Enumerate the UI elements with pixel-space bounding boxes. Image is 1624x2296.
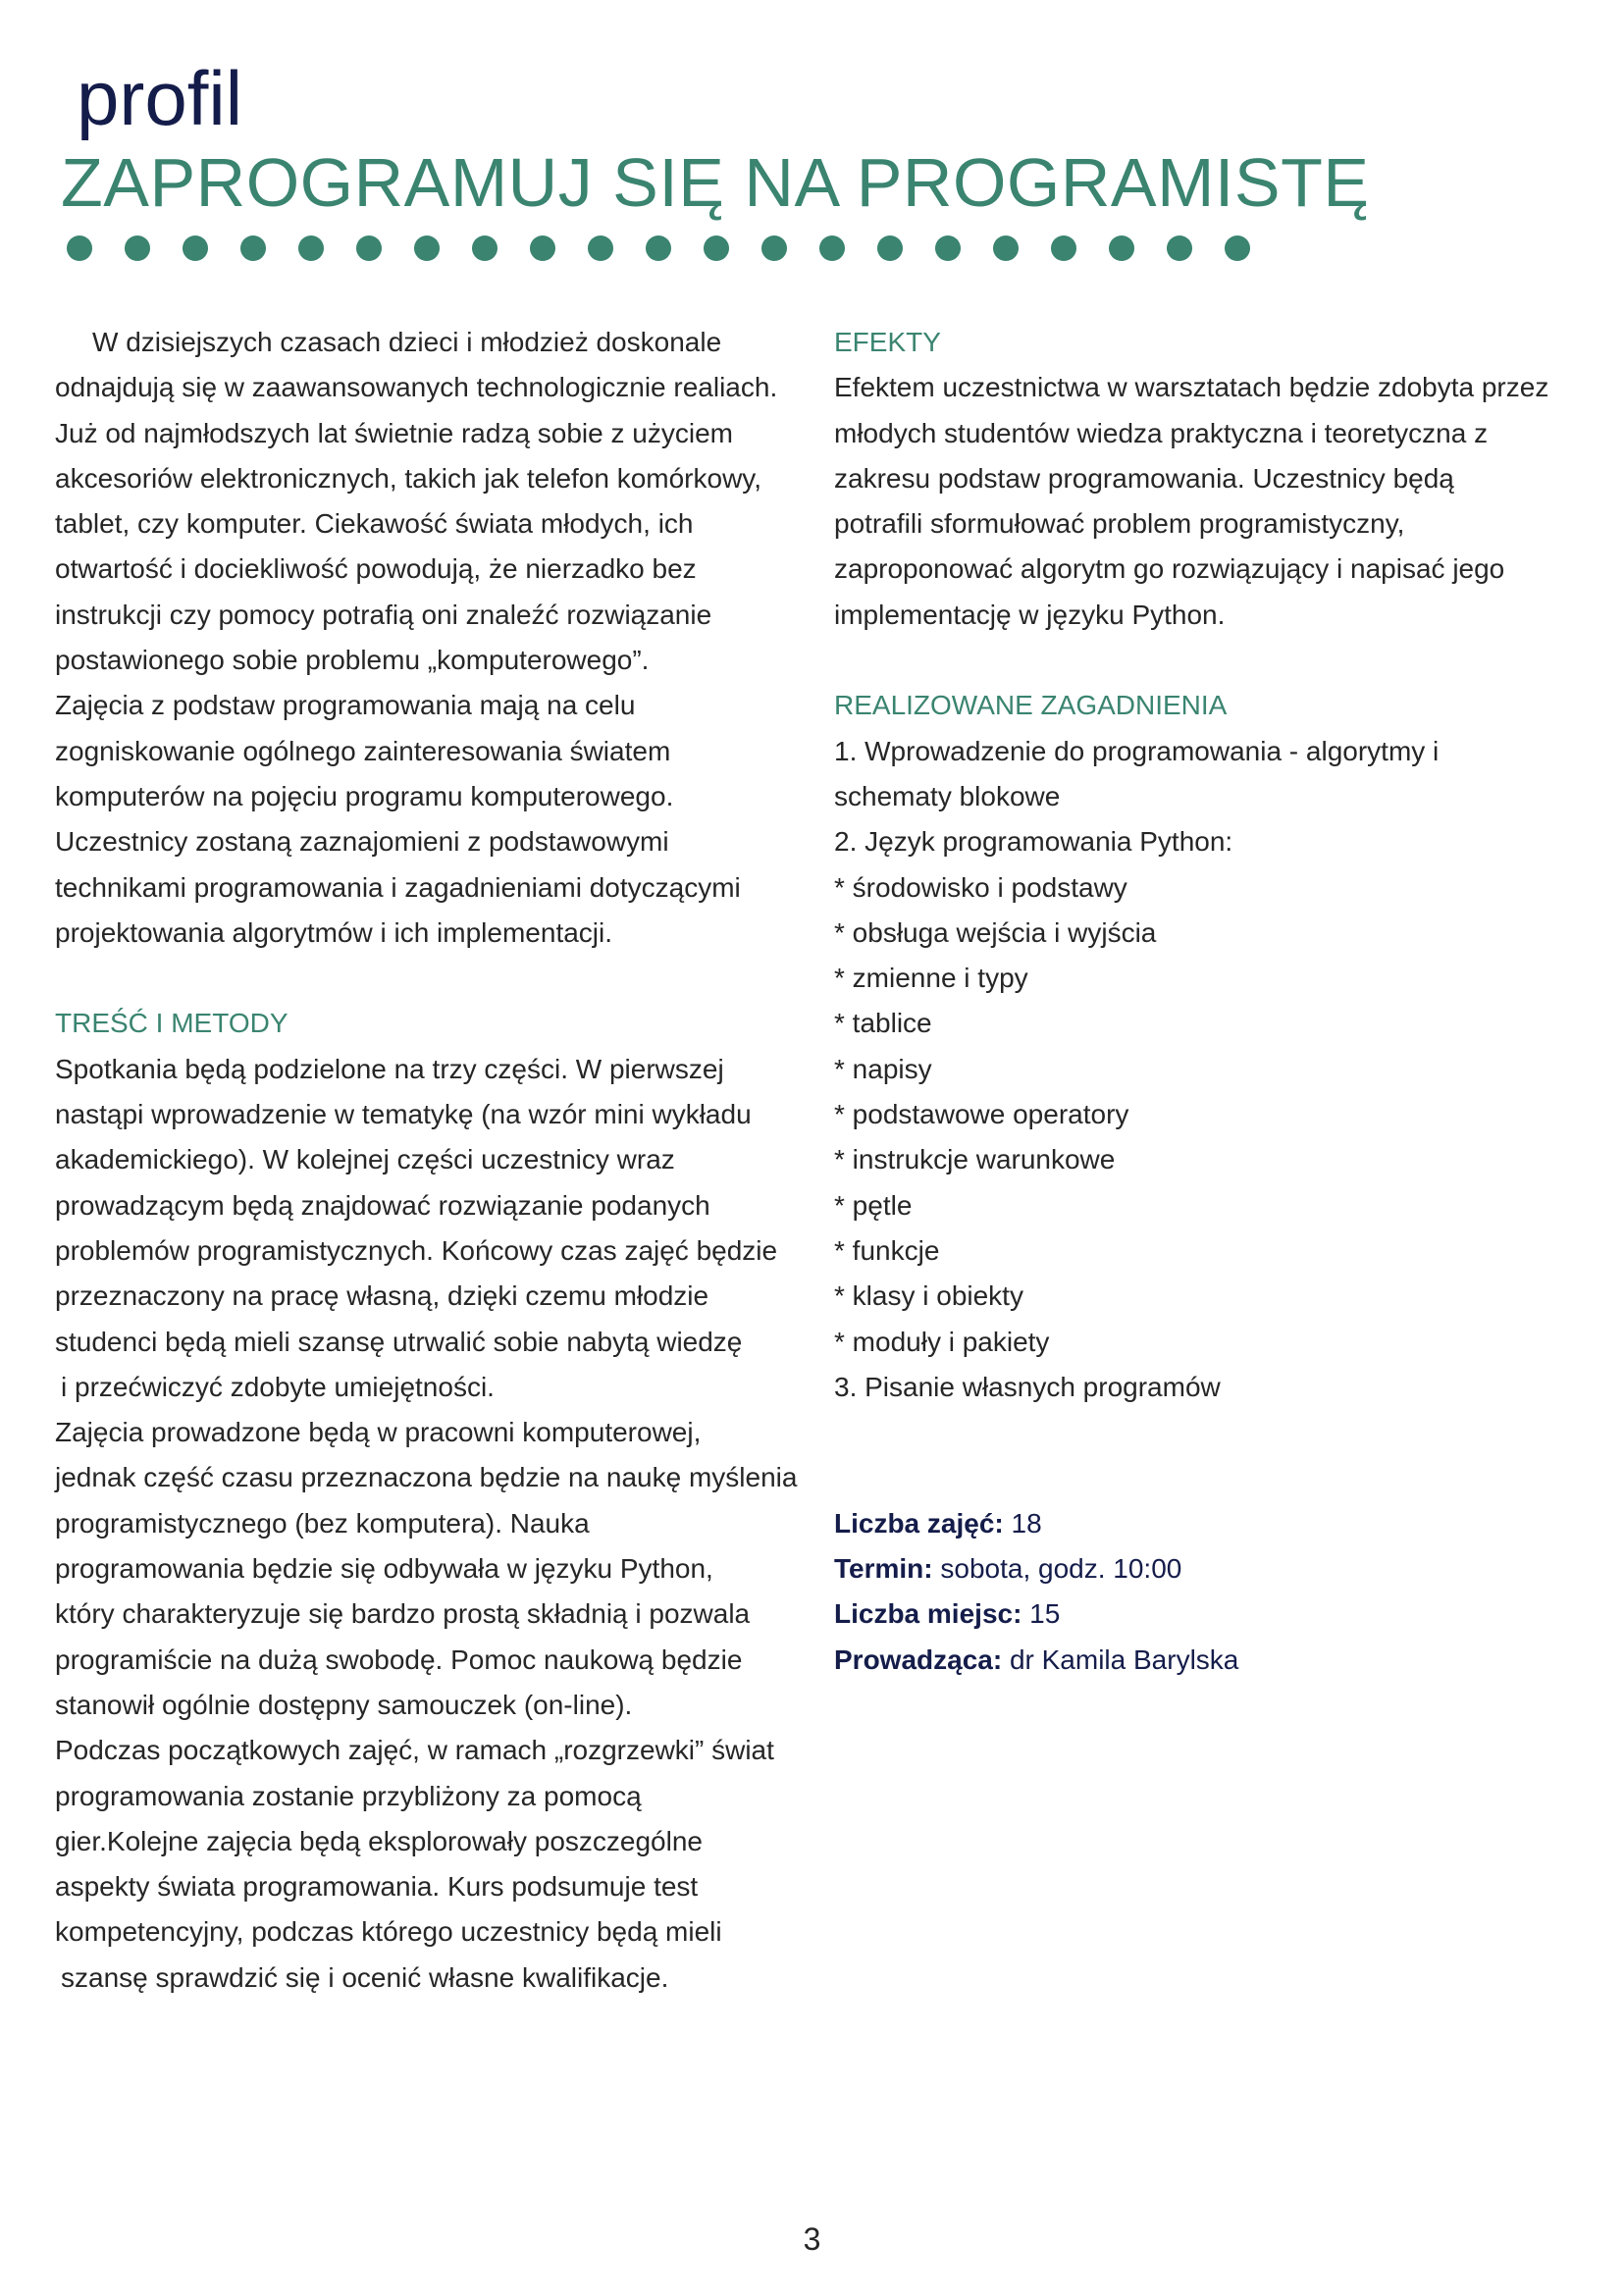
methods-line: programowania zostanie przybliżony za pomocą: [55, 1780, 642, 1811]
methods-line: akademickiego). W kolejnej części uczestnicy wraz: [55, 1144, 675, 1175]
meta-value: dr Kamila Barylska: [1002, 1644, 1239, 1675]
effects-line: Efektem uczestnictwa w warsztatach będzie zdobyta przez: [834, 372, 1549, 403]
effects-line: zakresu podstaw programowania. Uczestnicy będą: [834, 462, 1454, 494]
intro-line: projektowania algorytmów i ich implementacji.: [55, 916, 613, 948]
methods-heading: TREŚĆ I METODY: [55, 1008, 288, 1039]
divider-dot: [877, 235, 903, 261]
divider-dot: [240, 235, 266, 261]
spacer: [834, 1410, 1609, 1455]
divider-dot: [935, 235, 961, 261]
divider-dot: [1167, 235, 1192, 261]
effects-line: implementację w języku Python.: [834, 599, 1226, 630]
divider-dot: [588, 235, 613, 261]
spacer: [834, 638, 1609, 683]
methods-line: i przećwiczyć zdobyte umiejętności.: [61, 1371, 495, 1402]
intro-line: komputerów na pojęciu programu komputerowego.: [55, 780, 674, 811]
topic-item: 3. Pisanie własnych programów: [834, 1371, 1221, 1402]
divider-dot: [993, 235, 1019, 261]
divider-dot: [819, 235, 845, 261]
intro-line: zogniskowanie ogólnego zainteresowania światem: [55, 735, 671, 766]
methods-line: problemów programistycznych. Końcowy czas zajęć będzie: [55, 1234, 778, 1266]
topic-item: * zmienne i typy: [834, 963, 1028, 994]
meta-label: Liczba miejsc:: [834, 1598, 1022, 1630]
divider-dot: [761, 235, 787, 261]
meta-label: Prowadząca:: [834, 1644, 1003, 1675]
intro-paragraph: [55, 320, 820, 956]
methods-line: programistycznego (bez komputera). Nauka: [55, 1507, 590, 1539]
divider-dot: [183, 235, 208, 261]
methods-line: przeznaczony na pracę własną, dzięki czemu młodzie: [55, 1280, 709, 1312]
divider-dot: [414, 235, 440, 261]
methods-line: jednak część czasu przeznaczona będzie na naukę myślenia: [55, 1462, 798, 1493]
methods-line: który charakteryzuje się bardzo prostą składnią i pozwala: [55, 1598, 751, 1630]
methods-line: stanowił ogólnie dostępny samouczek (on-line).: [55, 1689, 633, 1720]
divider-dot: [298, 235, 324, 261]
divider-dot: [472, 235, 498, 261]
meta-seats: [834, 1592, 1609, 1637]
page-title: ZAPROGRAMUJ SIĘ NA PROGRAMISTĘ: [61, 144, 1370, 221]
divider-dot: [67, 235, 92, 261]
methods-line: Spotkania będą podzielone na trzy części. W pierwszej: [55, 1053, 724, 1084]
topic-item: * klasy i obiekty: [834, 1280, 1023, 1312]
topics-list: [834, 729, 1609, 1410]
intro-line: Uczestnicy zostaną zaznajomieni z podstawowymi: [55, 826, 669, 858]
intro-line: tablet, czy komputer. Ciekawość świata młodych, ich: [55, 508, 694, 540]
topic-item: schematy blokowe: [834, 780, 1061, 811]
effects-line: potrafili sformułować problem programistyczny,: [834, 508, 1405, 540]
page-number: 3: [803, 2221, 821, 2257]
divider-dot: [530, 235, 555, 261]
divider-dot: [1051, 235, 1076, 261]
spacer: [55, 956, 820, 1001]
meta-schedule: [834, 1546, 1609, 1592]
topic-item: 1. Wprowadzenie do programowania - algorytmy i: [834, 735, 1440, 766]
methods-line: programiście na dużą swobodę. Pomoc naukową będzie: [55, 1644, 743, 1675]
divider-dot: [646, 235, 671, 261]
topic-item: * moduły i pakiety: [834, 1326, 1050, 1357]
divider-dot: [1225, 235, 1250, 261]
topics-heading: REALIZOWANE ZAGADNIENIA: [834, 690, 1228, 721]
topic-item: * instrukcje warunkowe: [834, 1144, 1116, 1175]
course-meta: [834, 1501, 1609, 1683]
meta-instructor: [834, 1638, 1609, 1683]
dot-divider: [67, 235, 1250, 261]
intro-line: Zajęcia z podstaw programowania mają na celu: [55, 690, 636, 721]
topic-item: * pętle: [834, 1189, 913, 1221]
topic-item: 2. Język programowania Python:: [834, 826, 1233, 858]
methods-line: Podczas początkowych zajęć, w ramach „rozgrzewki” świat: [55, 1735, 774, 1766]
methods-line: aspekty świata programowania. Kurs podsumuje test: [55, 1871, 699, 1903]
profile-kicker: profil: [77, 55, 243, 141]
intro-line: akcesoriów elektronicznych, takich jak telefon komórkowy,: [55, 462, 762, 494]
effects-paragraph: [834, 365, 1609, 638]
left-column: [55, 320, 820, 2001]
meta-value: 15: [1022, 1598, 1061, 1630]
intro-line: postawionego sobie problemu „komputerowego”.: [55, 645, 650, 676]
methods-line: studenci będą mieli szansę utrwalić sobie nabytą wiedzę: [55, 1326, 743, 1357]
topic-item: * środowisko i podstawy: [834, 871, 1127, 903]
meta-label: Liczba zajęć:: [834, 1507, 1004, 1539]
intro-line: W dzisiejszych czasach dzieci i młodzież doskonale: [92, 327, 722, 357]
methods-line: nastąpi wprowadzenie w tematykę (na wzór mini wykładu: [55, 1099, 752, 1130]
topic-item: * tablice: [834, 1008, 932, 1039]
divider-dot: [704, 235, 729, 261]
effects-line: młodych studentów wiedza praktyczna i teoretyczna z: [834, 417, 1489, 448]
topic-item: * obsługa wejścia i wyjścia: [834, 916, 1157, 948]
methods-line: szansę sprawdzić się i ocenić własne kwalifikacje.: [61, 1961, 669, 1993]
methods-line: programowania będzie się odbywała w języku Python,: [55, 1553, 713, 1585]
methods-line: prowadzącym będą znajdować rozwiązanie podanych: [55, 1189, 710, 1221]
divider-dot: [1109, 235, 1134, 261]
methods-paragraph: [55, 1047, 820, 2001]
intro-line: otwartość i dociekliwość powodują, że nierzadko bez: [55, 553, 697, 585]
effects-heading: EFEKTY: [834, 327, 941, 357]
intro-line: Już od najmłodszych lat świetnie radzą sobie z użyciem: [55, 417, 733, 448]
divider-dot: [125, 235, 150, 261]
topic-item: * podstawowe operatory: [834, 1099, 1129, 1130]
meta-sessions: [834, 1501, 1609, 1546]
methods-line: kompetencyjny, podczas którego uczestnicy będą mieli: [55, 1916, 722, 1948]
topic-item: * napisy: [834, 1053, 932, 1084]
meta-value: sobota, godz. 10:00: [932, 1553, 1182, 1585]
effects-line: zaproponować algorytm go rozwiązujący i napisać jego: [834, 553, 1505, 585]
methods-line: Zajęcia prowadzone będą w pracowni komputerowej,: [55, 1417, 702, 1448]
intro-line: odnajdują się w zaawansowanych technologicznie realiach.: [55, 372, 778, 403]
intro-line: technikami programowania i zagadnieniami dotyczącymi: [55, 871, 741, 903]
right-column: [834, 320, 1609, 1683]
meta-value: 18: [1003, 1507, 1042, 1539]
meta-label: Termin:: [834, 1553, 933, 1585]
spacer: [834, 1455, 1609, 1500]
methods-line: gier.Kolejne zajęcia będą eksplorowały poszczególne: [55, 1825, 703, 1856]
topic-item: * funkcje: [834, 1234, 940, 1266]
intro-line: instrukcji czy pomocy potrafią oni znaleźć rozwiązanie: [55, 599, 712, 630]
divider-dot: [356, 235, 382, 261]
